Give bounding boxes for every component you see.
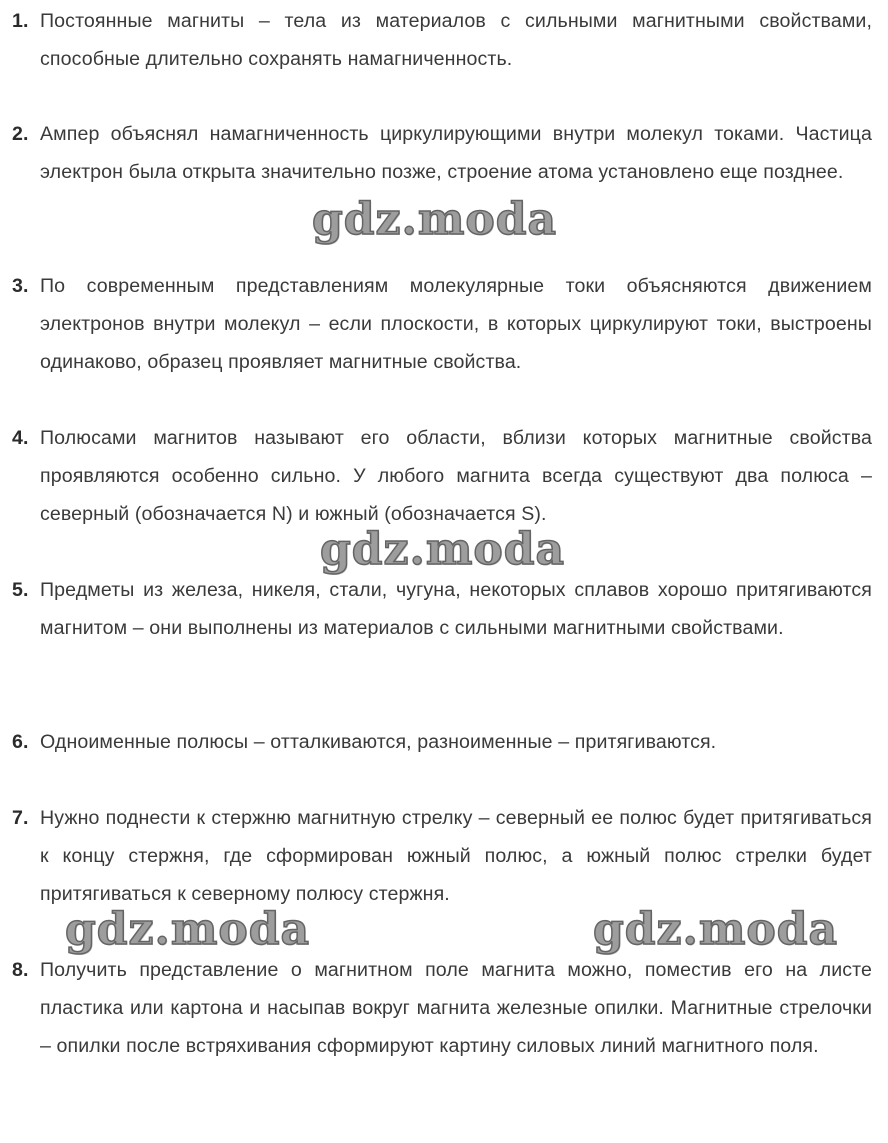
answer-text: Ампер объяснял намагниченность циркулирующими внутри молекул токами. Частица электрон была открыта значительно позже, строение атома установлено еще позднее. (40, 123, 872, 183)
answer-item-2 (12, 115, 872, 191)
answer-item-1 (12, 2, 872, 78)
answer-text: По современным представлениям молекулярные токи объясняются движением электронов внутри молекул – если плоскости, в которых циркулируют токи, выстроены одинаково, образец проявляет магнитные свойства. (40, 275, 872, 373)
answer-text: Полюсами магнитов называют его области, вблизи которых магнитные свойства проявляются особенно сильно. У любого магнита всегда существуют два полюса – северный (обозначается N) и южный (обозначается S). (40, 427, 872, 525)
watermark: gdz.moda (312, 194, 558, 245)
answer-item-7 (12, 799, 872, 913)
answer-item-3 (12, 267, 872, 381)
answer-number: 7. (12, 807, 29, 829)
answer-text: Постоянные магниты – тела из материалов с сильными магнитными свойствами, способные длительно сохранять намагниченность. (40, 10, 872, 70)
answer-number: 1. (12, 10, 29, 32)
answer-number: 8. (12, 959, 29, 981)
answer-item-4 (12, 419, 872, 533)
answer-number: 2. (12, 123, 29, 145)
answer-text: Предметы из железа, никеля, стали, чугуна, некоторых сплавов хорошо притягиваются магнитом – они выполнены из материалов с сильными магнитными свойствами. (40, 579, 872, 639)
watermark: gdz.moda (320, 524, 566, 575)
answer-item-5 (12, 571, 872, 647)
answer-text: Одноименные полюсы – отталкиваются, разноименные – притягиваются. (40, 731, 717, 753)
answer-number: 6. (12, 731, 29, 753)
answer-number: 5. (12, 579, 29, 601)
watermark: gdz.moda (593, 904, 839, 955)
answer-number: 4. (12, 427, 29, 449)
answer-item-8 (12, 951, 872, 1065)
answer-item-6 (12, 723, 872, 761)
answer-number: 3. (12, 275, 29, 297)
watermark: gdz.moda (65, 904, 311, 955)
answer-text: Нужно поднести к стержню магнитную стрелку – северный ее полюс будет притягиваться к концу стержня, где сформирован южный полюс, а южный полюс стрелки будет притягиваться к северному полюсу стержня. (40, 807, 872, 905)
answer-text: Получить представление о магнитном поле магнита можно, поместив его на листе пластика или картона и насыпав вокруг магнита железные опилки. Магнитные стрелочки – опилки после встряхивания сформируют картину силовых линий магнитного поля. (40, 959, 872, 1057)
